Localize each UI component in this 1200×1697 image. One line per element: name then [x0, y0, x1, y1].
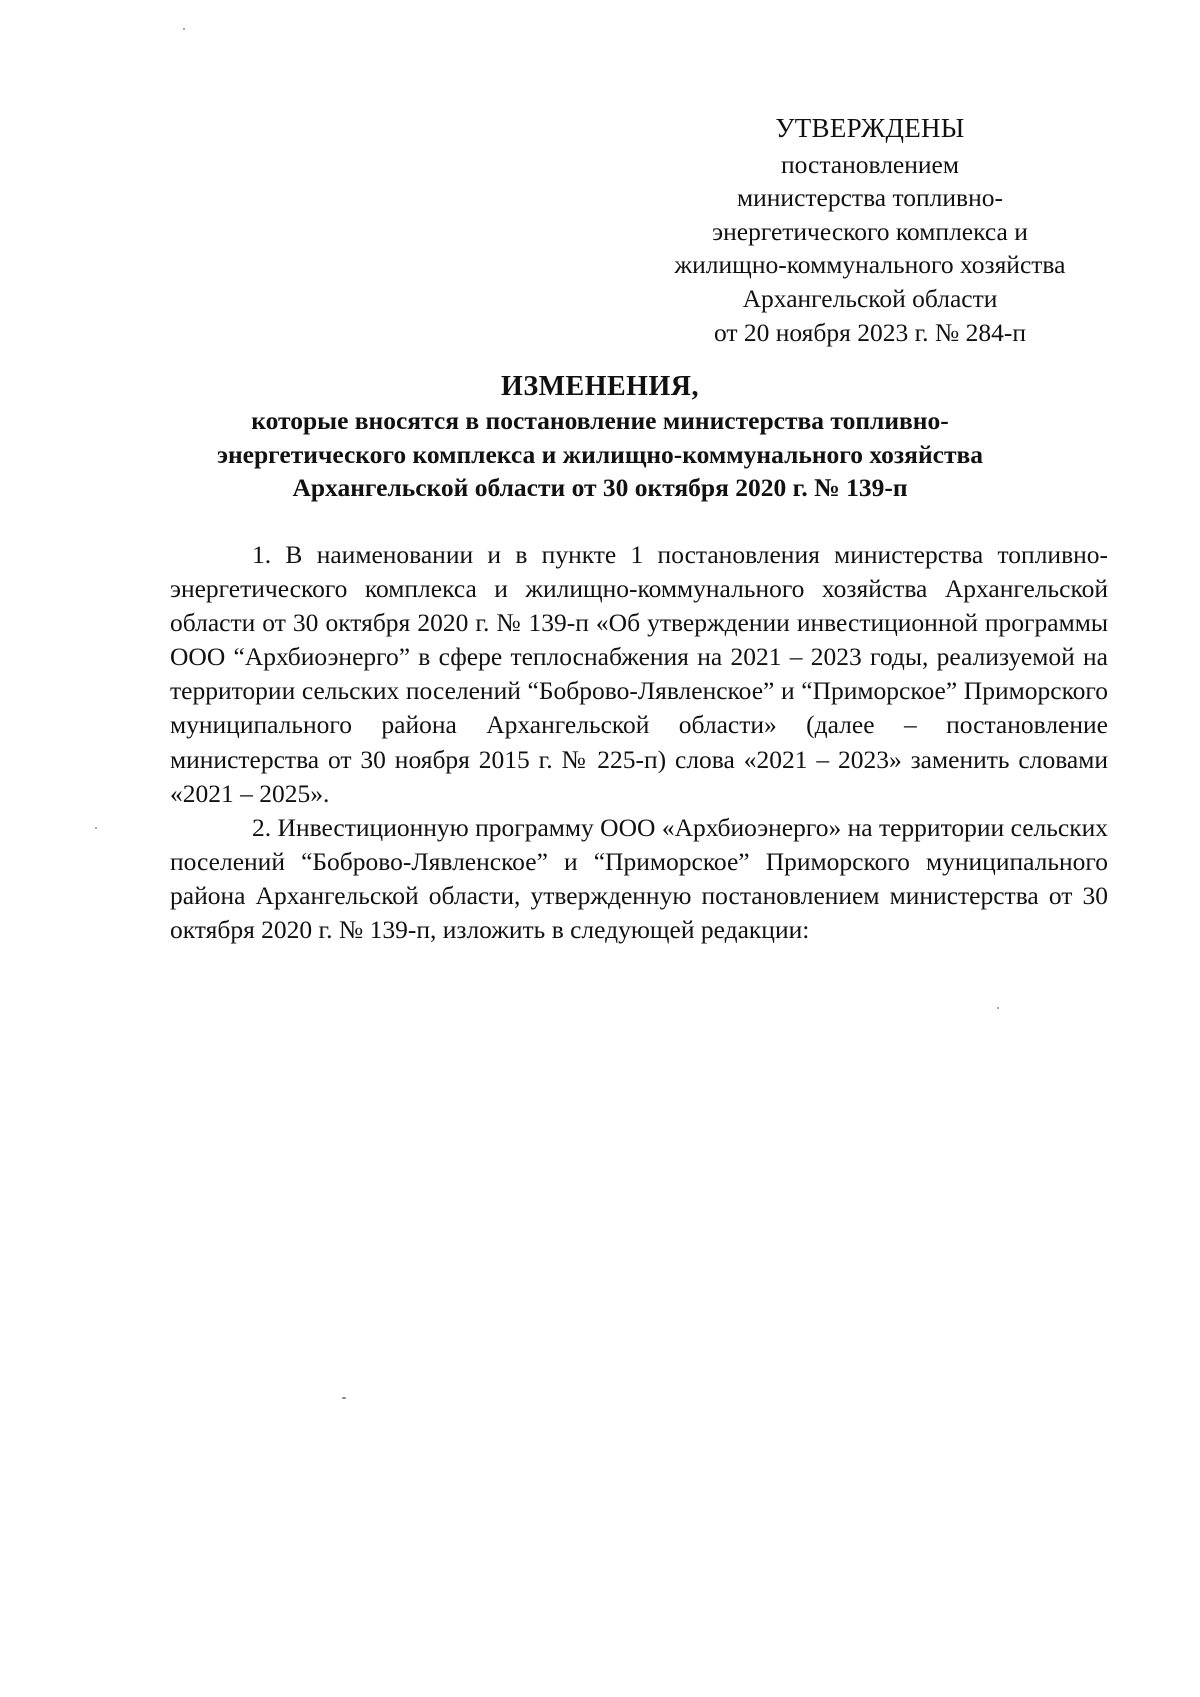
approval-line: жилищно-коммунального хозяйства [674, 250, 1066, 280]
approval-line: энергетического комплекса и [712, 216, 1028, 246]
approval-line: постановлением [780, 149, 959, 179]
document-heading [150, 370, 1050, 505]
approval-title: УТВЕРЖДЕНЫ [775, 113, 965, 143]
approval-line: министерства топливно- [737, 183, 1003, 213]
paragraph-1: 1. В наименовании и в пункте 1 постановления министерства топливно-энергетического комплекса и жилищно-коммунального хозяйства Архангельской области от 30 октября 2020 г. № 139-п «Об утверждении инвестиционной программы ООО “Архбиоэнерго” в сфере теплоснабжения на 2021 – 2023 годы, реализуемой на территории сельских поселений “Боброво-Лявленское” и “Приморское” Приморского муниципального района Архангельской области» (далее – постановление министерства от 30 ноября 2015 г. № 225-п) слова «2021 – 2023» заменить словами «2021 – 2025». [170, 540, 1108, 808]
scan-speck [997, 1007, 999, 1009]
heading-title: ИЗМЕНЕНИЯ, [501, 371, 699, 402]
heading-line: Архангельской области от 30 октября 2020 г. № 139-п [292, 473, 908, 503]
approval-line: Архангельской области [742, 283, 998, 313]
heading-line: энергетического комплекса и жилищно-коммунального хозяйства [216, 439, 984, 469]
approval-block [610, 112, 1130, 349]
scan-speck [342, 1397, 346, 1399]
scan-speck [95, 827, 97, 829]
heading-line: которые вносятся в постановление министерства топливно- [251, 405, 949, 435]
paragraph-2: 2. Инвестиционную программу ООО «Архбиоэнерго» на территории сельских поселений “Боброво-Лявленское” и “Приморское” Приморского муниципального района Архангельской области, утвержденную постановлением министерства от 30 октября 2020 г. № 139-п, изложить в следующей редакции: [170, 812, 1108, 945]
document-body [170, 538, 1108, 947]
scan-speck [183, 28, 185, 30]
approval-line: от 20 ноября 2023 г. № 284-п [713, 317, 1027, 347]
